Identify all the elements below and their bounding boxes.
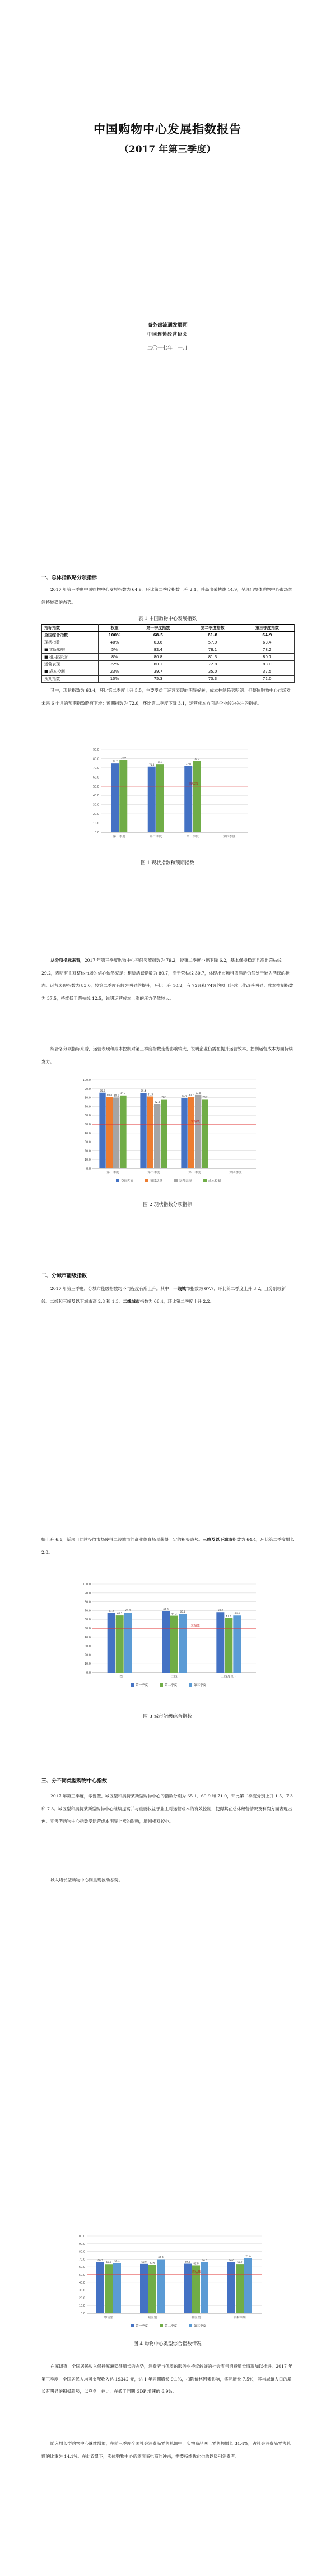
- table-cell: 40%: [98, 639, 131, 646]
- publisher-association: 中国连锁经营协会: [147, 331, 188, 337]
- section3-text-e: 指数为 64.4，环比第二季度增长 2.8。: [41, 1537, 295, 1555]
- section2-text: 2017 年第三季度购物中心空间客流指数为 79.2，较第二季度小幅下降 6.2，基本保持稳定且高出荣枯线 29.2，表明有主对整体市场的信心依然充足；租赁活跃指数为 80.7，高于荣枯线 30.7，体现出市场租赁活动仍然处于较为活跃的状态。运营表现指数为 83.0，较第二季度有较为明显的提升，环比上升 10.2，有 72%和 74%的项目经营工作改善明显；成本控制指数为 37.5，持续低于荣枯线 12.5，说明运营成本上涨的压力仍然较大。: [41, 958, 294, 1001]
- table-row: [42, 676, 295, 683]
- x-tick-label: 零售型: [104, 2316, 114, 2319]
- x-tick-label: 第一季度: [106, 1171, 119, 1175]
- y-tick-label: 70.0: [84, 1105, 91, 1109]
- bar: [105, 2264, 113, 2313]
- section4-paragraph-2: 城入增长型购物中心则呈现波动态势。: [50, 1878, 123, 1883]
- legend-label: 第一季度: [136, 2325, 148, 2328]
- y-tick-label: 0.0: [95, 831, 99, 835]
- bar: [140, 1093, 146, 1168]
- table-cell: ■ 租用经纪所: [42, 654, 99, 661]
- threshold-label: 荣枯线: [189, 782, 198, 786]
- bar: [184, 766, 192, 832]
- data-label: 79.2: [182, 1094, 187, 1098]
- y-tick-label: 70.0: [78, 2258, 85, 2262]
- bar: [113, 1097, 119, 1168]
- x-tick-label: 第二季度: [150, 835, 162, 839]
- data-label: 74.7: [112, 760, 118, 763]
- data-label: 61.6: [226, 1614, 231, 1618]
- y-tick-label: 80.0: [84, 1600, 91, 1604]
- report-subtitle: （2017 年第三季度）: [119, 144, 216, 155]
- y-tick-label: 100.0: [77, 2235, 85, 2238]
- y-tick-label: 80.0: [84, 1096, 91, 1100]
- table-cell: 63.4: [240, 639, 294, 646]
- table-cell: 64.9: [240, 632, 294, 639]
- y-tick-label: 30.0: [84, 1140, 91, 1144]
- table-row: [42, 646, 295, 654]
- x-tick-label: 第一季度: [113, 835, 125, 839]
- y-tick-label: 10.0: [84, 1662, 91, 1666]
- y-tick-label: 100.0: [82, 1079, 91, 1082]
- section3-tier2-label: 二线城市: [123, 1298, 140, 1304]
- data-label: 71.0: [245, 2255, 251, 2258]
- legend-swatch: [160, 1683, 163, 1687]
- figure4-chart: [70, 2232, 266, 2332]
- data-label: 64.4: [234, 1612, 240, 1615]
- legend-swatch: [160, 2324, 163, 2327]
- y-tick-label: 60.0: [92, 776, 99, 780]
- bar: [170, 1616, 178, 1673]
- bar: [113, 2263, 121, 2313]
- y-tick-label: 70.0: [92, 766, 99, 770]
- bar: [154, 1104, 160, 1168]
- bar: [124, 1613, 132, 1673]
- section3-tier3-label: 三线及以下城市: [202, 1537, 233, 1542]
- bar: [119, 760, 127, 832]
- section4-paragraph-1: 2017 年第三季度，零售型、城区型和奥特莱斯型购物中心的指数分别为 65.1、69.9 和 71.0，环比第二季度分别上升 1.5、7.3 和 7.3。城区型和奥特莱斯型购物中心继续提高并与重要收益于业主对运营成本的有效控制，使得其在总体经营情况及利润方面表现出色。零售型购物中心指数受运营成本明显上涨的影响，增幅相对较小。: [41, 1794, 293, 1824]
- data-label: 66.0: [229, 2258, 234, 2262]
- bar: [148, 2265, 156, 2313]
- bar: [106, 1097, 113, 1168]
- y-tick-label: 40.0: [78, 2281, 85, 2285]
- table-header-cell: 指标指数: [42, 625, 99, 632]
- figure3-chart: [76, 1580, 260, 1692]
- data-label: 77.3: [194, 757, 199, 761]
- data-label: 63.7: [237, 2261, 243, 2264]
- y-tick-label: 90.0: [78, 2242, 85, 2246]
- bar: [156, 764, 164, 832]
- data-label: 85.6: [100, 1089, 105, 1092]
- table-cell: 81.3: [185, 654, 240, 661]
- data-label: 66.4: [180, 1610, 185, 1614]
- table-cell: 73.3: [185, 676, 240, 683]
- table-cell: 23%: [98, 668, 131, 676]
- bar: [181, 1098, 187, 1168]
- table-cell: 预期指数: [42, 676, 99, 683]
- bar: [148, 767, 156, 832]
- legend-label: 空间客流: [121, 1180, 134, 1183]
- data-label: 67.5: [109, 1609, 114, 1613]
- legend-label: 第三季度: [194, 2325, 207, 2328]
- table-cell: 100%: [98, 632, 131, 639]
- table-cell: 68.5: [131, 632, 185, 639]
- y-tick-label: 50.0: [92, 785, 99, 789]
- figure4-caption: 图 4 购物中心类型综合指数情况: [133, 2341, 202, 2347]
- x-tick-label: 第二季度: [147, 1171, 160, 1175]
- y-tick-label: 80.0: [78, 2250, 85, 2254]
- bar: [244, 2258, 252, 2313]
- table-cell: 78.1: [185, 646, 240, 654]
- data-label: 82.4: [120, 1092, 126, 1095]
- figure1-chart: [84, 745, 252, 844]
- legend-swatch: [174, 1179, 178, 1182]
- bar: [147, 1097, 153, 1168]
- section2-paragraph-1: [41, 954, 295, 1005]
- y-tick-label: 90.0: [92, 748, 99, 752]
- x-tick-label: 一线: [117, 1675, 123, 1679]
- data-label: 72.0: [185, 762, 191, 766]
- data-label: 66.3: [97, 2258, 103, 2262]
- table-cell: 现状指数: [42, 639, 99, 646]
- data-label: 66.0: [202, 2258, 207, 2262]
- bar: [140, 2264, 148, 2313]
- y-tick-label: 30.0: [84, 1645, 91, 1648]
- bar: [162, 1611, 170, 1673]
- x-tick-label: 奥特莱斯: [233, 2316, 246, 2319]
- section-heading-1: 一、总体指数略分项指标: [41, 575, 97, 581]
- y-tick-label: 30.0: [78, 2289, 85, 2293]
- legend-swatch: [189, 2324, 192, 2327]
- data-label: 65.1: [114, 2260, 120, 2263]
- table-cell: 80.8: [131, 654, 185, 661]
- y-tick-label: 10.0: [78, 2304, 85, 2308]
- threshold-label: 荣枯线: [190, 1624, 200, 1628]
- table-cell: 全国综合指数: [42, 632, 99, 639]
- y-tick-label: 80.0: [92, 757, 99, 761]
- table-cell: 39.7: [131, 668, 185, 676]
- data-label: 85.4: [141, 1089, 146, 1093]
- y-tick-label: 40.0: [92, 794, 99, 798]
- bar: [157, 2260, 165, 2313]
- section5-paragraph-2: 随入增长型购物中心继续增加，在前三季度全国社会消费品零售总额中，实物商品网上零售额增长 31.4%，占社会消费品零售总额的比重为 14.1%。在此背景下，实体购物中心仍然面临电商的冲击，需要持续优化供给以吸引消费者。: [41, 2441, 291, 2459]
- data-label: 69.9: [158, 2256, 164, 2259]
- index-table: [41, 624, 295, 683]
- legend-swatch: [145, 1179, 148, 1182]
- bar: [96, 2262, 104, 2313]
- table-cell: 5%: [98, 646, 131, 654]
- table-cell: 37.5: [240, 668, 294, 676]
- data-label: 80.7: [188, 1093, 194, 1097]
- bar: [195, 1095, 201, 1168]
- legend-label: 运营表现: [179, 1180, 192, 1183]
- y-tick-label: 30.0: [92, 803, 99, 807]
- table-row: [42, 661, 295, 668]
- table-cell: 运营表现: [42, 661, 99, 668]
- legend-label: 第二季度: [165, 2325, 178, 2328]
- bar: [108, 1613, 115, 1673]
- bar: [236, 2264, 244, 2313]
- table-cell: 72.0: [240, 676, 294, 683]
- table-cell: 10%: [98, 676, 131, 683]
- legend-swatch: [203, 1179, 207, 1182]
- data-label: 78.2: [202, 1096, 208, 1099]
- section2-paragraph-2: 综合各分项指标来看，运营表现和成本控制对第三季度指数走势影响较大，说明企业仍需在提升运营效率、控制运营成本方面持续发力。: [41, 1046, 293, 1064]
- x-tick-label: 第三季度: [188, 1171, 201, 1175]
- y-tick-label: 50.0: [84, 1627, 91, 1631]
- threshold-label: 荣枯线: [190, 1120, 200, 1124]
- legend-swatch: [116, 1179, 119, 1182]
- data-label: 74.1: [157, 761, 163, 764]
- bar: [225, 1618, 232, 1673]
- table-cell: 80.7: [240, 654, 294, 661]
- table-cell: 75.3: [131, 676, 185, 683]
- legend-label: 第三季度: [194, 1684, 207, 1687]
- x-tick-label: 二线: [171, 1675, 178, 1679]
- table-row: [42, 632, 295, 639]
- y-tick-label: 0.0: [86, 1167, 91, 1171]
- legend-label: 第二季度: [165, 1684, 178, 1687]
- bar: [233, 1615, 241, 1673]
- section3-paragraph-2: [41, 1534, 295, 1559]
- table-header-cell: 权重: [98, 625, 131, 632]
- y-tick-label: 60.0: [84, 1618, 91, 1622]
- table-cell: ■ 成本控制: [42, 668, 99, 676]
- y-tick-label: 90.0: [84, 1087, 91, 1091]
- x-tick-label: 社区型: [191, 2316, 201, 2319]
- table-header-cell: 第三季度指数: [240, 625, 294, 632]
- legend-label: 租赁活跃: [150, 1180, 163, 1183]
- y-tick-label: 40.0: [84, 1636, 91, 1639]
- data-label: 68.2: [217, 1609, 223, 1612]
- bar: [99, 1093, 105, 1168]
- section-heading-2: 二、分城市能级指数: [41, 1273, 87, 1279]
- data-label: 63.9: [141, 2260, 147, 2263]
- table-cell: ■ 实际收购: [42, 646, 99, 654]
- section3-tier1-label: 一线城市: [173, 1286, 190, 1291]
- y-tick-label: 90.0: [84, 1591, 91, 1595]
- y-tick-label: 50.0: [84, 1123, 91, 1126]
- data-label: 69.3: [163, 1608, 169, 1611]
- y-tick-label: 20.0: [92, 813, 99, 817]
- figure3-caption: 图 3 城市能级综合指数: [143, 1714, 192, 1720]
- bar: [179, 1614, 187, 1673]
- data-label: 80.8: [106, 1093, 113, 1097]
- threshold-label: 荣枯线: [192, 2271, 201, 2274]
- table-header-cell: 第一季度指数: [131, 625, 185, 632]
- data-label: 64.1: [185, 2260, 190, 2263]
- legend-label: 第一季度: [136, 1684, 148, 1687]
- table-cell: 78.2: [240, 646, 294, 654]
- x-tick-label: 城区型: [147, 2316, 157, 2319]
- y-tick-label: 50.0: [78, 2274, 85, 2277]
- bar: [116, 1615, 124, 1673]
- y-tick-label: 100.0: [82, 1583, 91, 1586]
- legend-swatch: [131, 2324, 134, 2327]
- y-tick-label: 60.0: [84, 1114, 91, 1118]
- section3-paragraph-1: [41, 1283, 295, 1308]
- section1-paragraph-1: 2017 年第三季度中国购物中心发展指数为 64.9，环比第二季度指数上升 2.1，并高出荣枯线 14.9，呈现出整体购物中心市场继续持较稳的态势。: [41, 587, 292, 605]
- y-tick-label: 20.0: [78, 2296, 85, 2300]
- table-cell: 61.8: [185, 632, 240, 639]
- bar: [161, 1100, 167, 1168]
- table-header-cell: 第二季度指数: [185, 625, 240, 632]
- report-title: 中国购物中心发展指数报告: [94, 122, 241, 136]
- y-tick-label: 0.0: [86, 1671, 91, 1675]
- table-row: [42, 654, 295, 661]
- legend-swatch: [131, 1683, 134, 1687]
- bar: [120, 1096, 126, 1168]
- x-tick-label: 第四季度: [223, 835, 236, 839]
- table-cell: 82.4: [131, 646, 185, 654]
- table-row: [42, 668, 295, 676]
- data-label: 72.8: [154, 1100, 160, 1103]
- bar: [227, 2262, 235, 2313]
- section3-text-b: 指数为 67.7，环比第二季度上升 3.2，且分别较新一线、二线和三线及以下城市高 2.8 和 1.3。: [41, 1286, 290, 1304]
- y-tick-label: 20.0: [84, 1149, 91, 1153]
- data-label: 62.6: [150, 2261, 155, 2265]
- data-label: 81.3: [147, 1093, 153, 1096]
- table1-caption: 表 1 中国购物中心发展指数: [138, 616, 197, 622]
- y-tick-label: 10.0: [92, 822, 99, 826]
- section-heading-3: 三、分不同类型购物中心指数: [41, 1778, 108, 1784]
- publisher-ministry: 商务部流通发展司: [147, 323, 188, 328]
- x-tick-label: 第三季度: [186, 835, 199, 839]
- table-cell: 35.0: [185, 668, 240, 676]
- bar: [188, 1097, 194, 1168]
- legend-label: 成本控制: [208, 1180, 221, 1183]
- section3-text-a: 2017 年第三季度，分城市能级指数均不同程度有所上升。其中：: [50, 1286, 174, 1291]
- bar: [201, 2262, 208, 2313]
- data-label: 78.9: [120, 756, 126, 760]
- x-tick-label: 三线及以下: [221, 1675, 237, 1679]
- section1-paragraph-2: 其中，现状指数为 63.4，环比第二季度上升 5.5，主要受益于运营表现的明显好转，成本控制趋势明朗。但整体购物中心市场对未来 6 个月的预期指数略有下滑：预期指数为 72.0，环比第二季度下降 3.1，运营成本方面是企业较为关注的指标。: [41, 688, 291, 706]
- y-tick-label: 70.0: [84, 1609, 91, 1613]
- data-label: 80.1: [113, 1094, 119, 1097]
- section5-paragraph-1: 在库调查，全国居民收入保持厚薄稳健增长的态势，消费者与优质的服务业持续较好的社会零售消费增长情况加以推进。2017 年第三季度，全国居民人均可支配收入达 19342 元，达 1 年同期增长 9.1%，扣除价格因素影响，实际增长 7.5%，其与城镇人口的增长有明显的积极趋势，以户乡一并比，在低于同期 GDP 增速的 6.9%。: [41, 2364, 292, 2394]
- figure2-caption: 图 2 现状指数分项指标: [143, 1202, 192, 1208]
- y-tick-label: 60.0: [78, 2266, 85, 2270]
- data-label: 64.5: [117, 1612, 123, 1615]
- table-cell: 83.0: [240, 661, 294, 668]
- table-cell: 72.8: [185, 661, 240, 668]
- bar: [111, 763, 119, 832]
- table-header-row: [42, 625, 295, 632]
- bar: [193, 761, 201, 832]
- data-label: 78.1: [161, 1096, 167, 1099]
- table-cell: 80.1: [131, 661, 185, 668]
- section2-lead: 从分项指标来看，: [50, 958, 85, 963]
- publish-date: 二〇一七年十一月: [147, 346, 188, 351]
- section3-text-c: 指数为 66.4，环比第二季度上升 2.2。: [139, 1298, 215, 1304]
- y-tick-label: 0.0: [81, 2312, 85, 2316]
- data-label: 67.7: [125, 1609, 131, 1613]
- data-label: 62.0: [193, 2262, 199, 2265]
- section3-text-d: 幅上升 6.5，新项目陆续投放市场使得二线城市的商业体育场景获得一定的积极态势。: [41, 1537, 203, 1542]
- bar: [202, 1099, 208, 1168]
- data-label: 63.6: [106, 2261, 111, 2264]
- data-label: 71.3: [149, 763, 155, 766]
- table-cell: 63.6: [131, 639, 185, 646]
- table-row: [42, 639, 295, 646]
- data-label: 64.2: [171, 1612, 177, 1615]
- y-tick-label: 10.0: [84, 1158, 91, 1162]
- data-label: 83.0: [195, 1091, 201, 1094]
- figure2-chart: [76, 1075, 260, 1187]
- bar: [184, 2264, 192, 2313]
- x-tick-label: 第四季度: [229, 1171, 242, 1175]
- table-cell: 22%: [98, 661, 131, 668]
- y-tick-label: 20.0: [84, 1653, 91, 1657]
- figure1-caption: 图 1 现状指数和预期指数: [141, 860, 194, 866]
- table-cell: 8%: [98, 654, 131, 661]
- legend-swatch: [189, 1683, 192, 1687]
- table-cell: 57.9: [185, 639, 240, 646]
- bar: [216, 1612, 224, 1673]
- index-table-container: [41, 624, 295, 683]
- y-tick-label: 40.0: [84, 1131, 91, 1135]
